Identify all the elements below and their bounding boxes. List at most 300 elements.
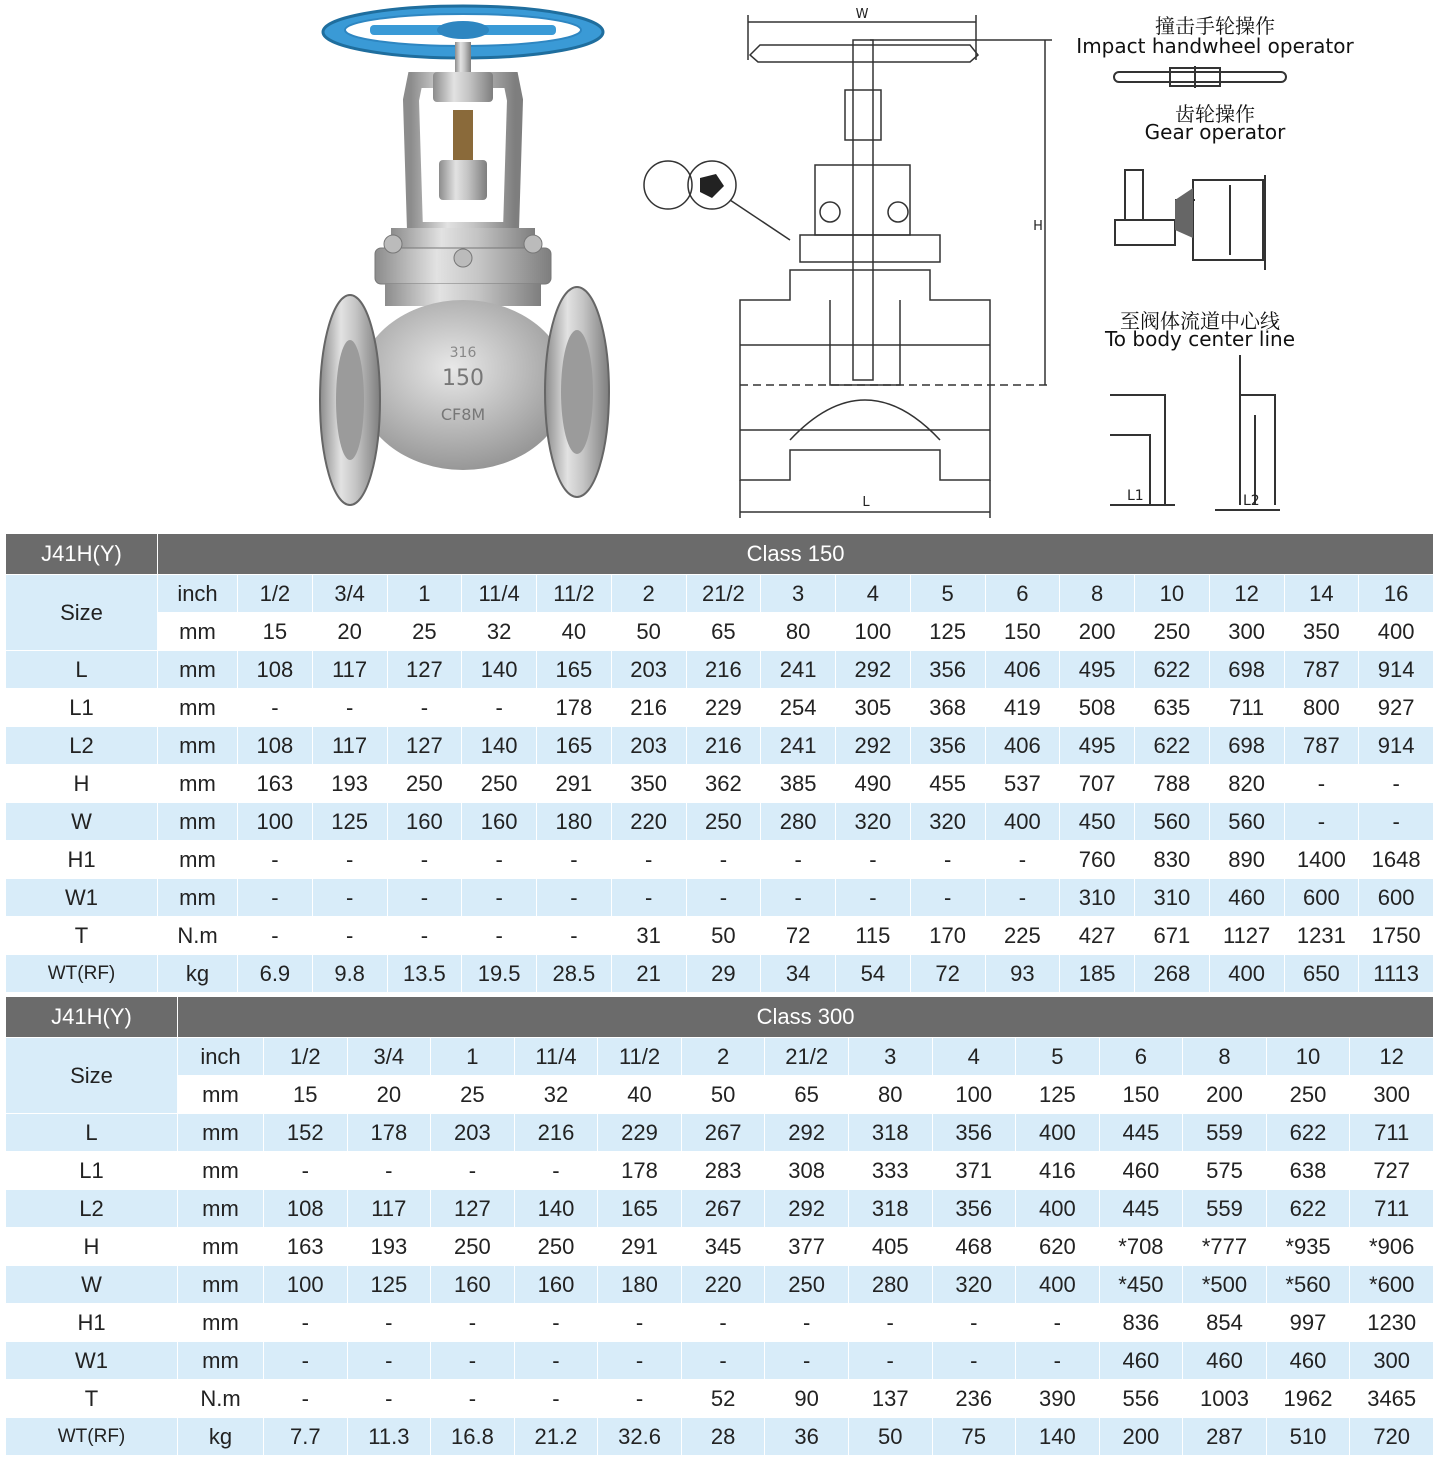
- table-cell: 287: [1183, 1418, 1267, 1456]
- table-cell: 140: [462, 727, 537, 765]
- table-cell: 267: [681, 1114, 765, 1152]
- table-header-row: [6, 997, 1434, 1038]
- table-cell: 11/2: [598, 1038, 682, 1076]
- table-cell: -: [537, 879, 612, 917]
- gear-operator-label-en: Gear operator: [1144, 120, 1286, 144]
- table-cell: 1127: [1209, 917, 1284, 955]
- table-cell: -: [264, 1304, 348, 1342]
- svg-text:316: 316: [449, 345, 477, 361]
- table-cell: -: [238, 917, 313, 955]
- size-label: Size: [6, 1038, 178, 1114]
- table-cell: 927: [1359, 689, 1434, 727]
- row-label: L2: [6, 727, 158, 765]
- table-cell: 11.3: [347, 1418, 431, 1456]
- table-row: [6, 613, 1434, 651]
- unit-label: mm: [178, 1114, 264, 1152]
- table-cell: 90: [765, 1380, 849, 1418]
- unit-label: kg: [158, 955, 238, 993]
- table-cell: 93: [985, 955, 1060, 993]
- table-cell: 32.6: [598, 1418, 682, 1456]
- unit-label: mm: [158, 613, 238, 651]
- table-row: [6, 1152, 1434, 1190]
- table-cell: 160: [387, 803, 462, 841]
- table-cell: 300: [1209, 613, 1284, 651]
- table-cell: *906: [1350, 1228, 1434, 1266]
- table-cell: 4: [932, 1038, 1016, 1076]
- table-cell: 140: [462, 651, 537, 689]
- table-cell: 178: [598, 1152, 682, 1190]
- table-cell: 711: [1350, 1190, 1434, 1228]
- l1-label: L1: [1127, 488, 1144, 504]
- table-cell: 165: [537, 727, 612, 765]
- table-cell: 3/4: [312, 575, 387, 613]
- table-cell: -: [431, 1304, 515, 1342]
- table-cell: -: [1284, 765, 1359, 803]
- table-cell: 10: [1135, 575, 1210, 613]
- table-cell: 318: [848, 1114, 932, 1152]
- table-cell: 50: [686, 917, 761, 955]
- impact-handwheel-icon: [1110, 64, 1290, 90]
- unit-label: mm: [178, 1304, 264, 1342]
- table-cell: 1231: [1284, 917, 1359, 955]
- table-cell: 283: [681, 1152, 765, 1190]
- table-cell: 50: [848, 1418, 932, 1456]
- table-cell: -: [387, 879, 462, 917]
- table-cell: 11/2: [537, 575, 612, 613]
- table-cell: -: [462, 689, 537, 727]
- header-figures: [0, 0, 1440, 530]
- table-cell: 385: [761, 765, 836, 803]
- table-cell: 13.5: [387, 955, 462, 993]
- table-cell: 405: [848, 1228, 932, 1266]
- class-label: Class 150: [158, 534, 1434, 575]
- unit-label: mm: [158, 765, 238, 803]
- table-cell: 216: [514, 1114, 598, 1152]
- table-cell: 3/4: [347, 1038, 431, 1076]
- table-cell: 216: [611, 689, 686, 727]
- table-cell: 292: [765, 1114, 849, 1152]
- class-300-spec-table: [5, 996, 1434, 1456]
- unit-label: mm: [158, 651, 238, 689]
- table-cell: -: [836, 841, 911, 879]
- table-cell: 300: [1350, 1342, 1434, 1380]
- table-cell: 460: [1209, 879, 1284, 917]
- table-cell: 711: [1209, 689, 1284, 727]
- table-cell: -: [598, 1342, 682, 1380]
- table-cell: -: [761, 841, 836, 879]
- table-cell: -: [765, 1304, 849, 1342]
- row-label: L2: [6, 1190, 178, 1228]
- table-cell: 300: [1350, 1076, 1434, 1114]
- table-cell: 165: [598, 1190, 682, 1228]
- table-cell: 15: [264, 1076, 348, 1114]
- table-row: [6, 1304, 1434, 1342]
- table-cell: 160: [431, 1266, 515, 1304]
- table-cell: 250: [387, 765, 462, 803]
- table-cell: 52: [681, 1380, 765, 1418]
- table-cell: 3465: [1350, 1380, 1434, 1418]
- table-row: [6, 1076, 1434, 1114]
- table-cell: 556: [1099, 1380, 1183, 1418]
- table-cell: 125: [1016, 1076, 1100, 1114]
- table-cell: 310: [1060, 879, 1135, 917]
- table-cell: 19.5: [462, 955, 537, 993]
- table-cell: 65: [686, 613, 761, 651]
- table-cell: 241: [761, 727, 836, 765]
- table-cell: -: [387, 689, 462, 727]
- table-cell: 250: [1135, 613, 1210, 651]
- table-cell: 455: [910, 765, 985, 803]
- table-cell: -: [431, 1152, 515, 1190]
- table-cell: 460: [1099, 1342, 1183, 1380]
- table-row: [6, 689, 1434, 727]
- table-cell: -: [765, 1342, 849, 1380]
- table-cell: 140: [514, 1190, 598, 1228]
- table-cell: 117: [312, 727, 387, 765]
- table-cell: 25: [431, 1076, 515, 1114]
- unit-label: mm: [158, 689, 238, 727]
- table-cell: -: [462, 879, 537, 917]
- table-cell: *777: [1183, 1228, 1267, 1266]
- table-cell: 200: [1099, 1418, 1183, 1456]
- table-cell: -: [238, 841, 313, 879]
- table-cell: -: [910, 879, 985, 917]
- table-cell: 635: [1135, 689, 1210, 727]
- table-cell: 1962: [1266, 1380, 1350, 1418]
- table-header-row: [6, 534, 1434, 575]
- table-cell: 1230: [1350, 1304, 1434, 1342]
- table-cell: 1113: [1359, 955, 1434, 993]
- table-cell: 250: [462, 765, 537, 803]
- table-cell: 350: [1284, 613, 1359, 651]
- table-cell: 400: [1016, 1266, 1100, 1304]
- table-cell: *708: [1099, 1228, 1183, 1266]
- row-label: T: [6, 1380, 178, 1418]
- table-cell: 495: [1060, 651, 1135, 689]
- table-cell: -: [985, 879, 1060, 917]
- table-cell: 400: [1016, 1190, 1100, 1228]
- table-cell: 390: [1016, 1380, 1100, 1418]
- table-cell: 36: [765, 1418, 849, 1456]
- table-cell: 21/2: [765, 1038, 849, 1076]
- table-cell: -: [312, 841, 387, 879]
- table-row: [6, 1228, 1434, 1266]
- table-cell: 152: [264, 1114, 348, 1152]
- table-cell: -: [686, 879, 761, 917]
- table-cell: 28.5: [537, 955, 612, 993]
- table-cell: 25: [387, 613, 462, 651]
- table-cell: *600: [1350, 1266, 1434, 1304]
- table-cell: 560: [1135, 803, 1210, 841]
- table-cell: 178: [537, 689, 612, 727]
- table-cell: -: [462, 917, 537, 955]
- table-cell: 100: [932, 1076, 1016, 1114]
- table-cell: 72: [761, 917, 836, 955]
- table-row: [6, 1380, 1434, 1418]
- row-label: L1: [6, 689, 158, 727]
- table-cell: 127: [387, 651, 462, 689]
- table-cell: 508: [1060, 689, 1135, 727]
- table-cell: 32: [462, 613, 537, 651]
- table-cell: 9.8: [312, 955, 387, 993]
- table-cell: 21: [611, 955, 686, 993]
- table-cell: 305: [836, 689, 911, 727]
- table-row: [6, 803, 1434, 841]
- table-cell: -: [238, 689, 313, 727]
- table-cell: -: [514, 1380, 598, 1418]
- table-cell: -: [347, 1380, 431, 1418]
- table-cell: -: [681, 1304, 765, 1342]
- table-cell: -: [611, 879, 686, 917]
- table-cell: -: [985, 841, 1060, 879]
- table-cell: 416: [1016, 1152, 1100, 1190]
- table-row: [6, 1038, 1434, 1076]
- table-cell: 125: [910, 613, 985, 651]
- table-cell: 80: [761, 613, 836, 651]
- table-row: [6, 917, 1434, 955]
- table-cell: 356: [932, 1114, 1016, 1152]
- unit-label: N.m: [158, 917, 238, 955]
- table-cell: -: [836, 879, 911, 917]
- table-cell: 178: [347, 1114, 431, 1152]
- table-cell: 760: [1060, 841, 1135, 879]
- table-row: [6, 575, 1434, 613]
- class-150-spec-table: [5, 533, 1434, 993]
- table-cell: 117: [347, 1190, 431, 1228]
- table-cell: 638: [1266, 1152, 1350, 1190]
- table-cell: -: [910, 841, 985, 879]
- table-cell: 698: [1209, 651, 1284, 689]
- table-row: [6, 1418, 1434, 1456]
- table-cell: 510: [1266, 1418, 1350, 1456]
- table-cell: -: [761, 879, 836, 917]
- table-cell: 21/2: [686, 575, 761, 613]
- table-cell: 318: [848, 1190, 932, 1228]
- table-cell: 720: [1350, 1418, 1434, 1456]
- table-cell: 650: [1284, 955, 1359, 993]
- table-cell: 163: [264, 1228, 348, 1266]
- table-cell: 345: [681, 1228, 765, 1266]
- table-cell: 250: [686, 803, 761, 841]
- table-cell: 6: [1099, 1038, 1183, 1076]
- table-cell: 320: [932, 1266, 1016, 1304]
- table-cell: -: [848, 1342, 932, 1380]
- table-cell: 31: [611, 917, 686, 955]
- table-cell: 559: [1183, 1190, 1267, 1228]
- table-cell: 575: [1183, 1152, 1267, 1190]
- row-label: L: [6, 1114, 178, 1152]
- table-cell: 560: [1209, 803, 1284, 841]
- table-cell: 250: [431, 1228, 515, 1266]
- table-cell: 127: [387, 727, 462, 765]
- table-cell: 622: [1266, 1190, 1350, 1228]
- table-cell: 400: [1016, 1114, 1100, 1152]
- table-row: [6, 1342, 1434, 1380]
- table-row: [6, 1190, 1434, 1228]
- table-cell: -: [1284, 803, 1359, 841]
- table-cell: 125: [312, 803, 387, 841]
- table-cell: -: [681, 1342, 765, 1380]
- end-connection-sketch: [1095, 355, 1295, 525]
- row-label: W: [6, 1266, 178, 1304]
- table-cell: 788: [1135, 765, 1210, 803]
- table-cell: 180: [598, 1266, 682, 1304]
- table-cell: 193: [312, 765, 387, 803]
- table-cell: 356: [910, 651, 985, 689]
- table-cell: 40: [598, 1076, 682, 1114]
- table-cell: 622: [1135, 727, 1210, 765]
- table-cell: 711: [1350, 1114, 1434, 1152]
- table-cell: 220: [611, 803, 686, 841]
- table-cell: 140: [1016, 1418, 1100, 1456]
- table-cell: 236: [932, 1380, 1016, 1418]
- unit-label: mm: [158, 803, 238, 841]
- table-cell: 371: [932, 1152, 1016, 1190]
- table-cell: 671: [1135, 917, 1210, 955]
- row-label: W1: [6, 879, 158, 917]
- table-cell: 16.8: [431, 1418, 515, 1456]
- table-cell: 460: [1266, 1342, 1350, 1380]
- unit-label: inch: [158, 575, 238, 613]
- table-cell: -: [598, 1304, 682, 1342]
- table-cell: 1400: [1284, 841, 1359, 879]
- table-cell: 600: [1284, 879, 1359, 917]
- table-cell: 150: [985, 613, 1060, 651]
- table-cell: -: [514, 1152, 598, 1190]
- table-cell: 460: [1183, 1342, 1267, 1380]
- table-cell: -: [537, 917, 612, 955]
- table-cell: 460: [1099, 1152, 1183, 1190]
- table-cell: 127: [431, 1190, 515, 1228]
- table-cell: 800: [1284, 689, 1359, 727]
- table-cell: 854: [1183, 1304, 1267, 1342]
- table-cell: 622: [1135, 651, 1210, 689]
- row-label: H1: [6, 1304, 178, 1342]
- table-cell: 21.2: [514, 1418, 598, 1456]
- table-cell: 836: [1099, 1304, 1183, 1342]
- table-row: [6, 727, 1434, 765]
- table-cell: 3: [761, 575, 836, 613]
- l2-label: L2: [1243, 493, 1260, 509]
- table-cell: -: [686, 841, 761, 879]
- table-cell: 292: [836, 727, 911, 765]
- table-cell: 11/4: [462, 575, 537, 613]
- table-cell: 406: [985, 727, 1060, 765]
- table-cell: 495: [1060, 727, 1135, 765]
- table-cell: 250: [765, 1266, 849, 1304]
- table-cell: 50: [611, 613, 686, 651]
- unit-label: mm: [158, 879, 238, 917]
- table-cell: 14: [1284, 575, 1359, 613]
- table-cell: 80: [848, 1076, 932, 1114]
- table-cell: 65: [765, 1076, 849, 1114]
- table-cell: 445: [1099, 1114, 1183, 1152]
- table-cell: 7.7: [264, 1418, 348, 1456]
- table-cell: -: [387, 841, 462, 879]
- table-cell: 40: [537, 613, 612, 651]
- table-cell: 890: [1209, 841, 1284, 879]
- table-cell: 241: [761, 651, 836, 689]
- table-cell: 185: [1060, 955, 1135, 993]
- table-cell: 2: [681, 1038, 765, 1076]
- table-cell: 698: [1209, 727, 1284, 765]
- table-cell: -: [1359, 803, 1434, 841]
- gear-operator-label-cn: 齿轮操作: [1175, 102, 1255, 126]
- table-cell: 100: [264, 1266, 348, 1304]
- table-cell: 180: [537, 803, 612, 841]
- table-row: [6, 1266, 1434, 1304]
- valve-dimension-drawing: [640, 0, 1070, 525]
- row-label: L: [6, 651, 158, 689]
- unit-label: N.m: [178, 1380, 264, 1418]
- body-centerline-label-en: To body center line: [1104, 327, 1296, 351]
- table-cell: 250: [514, 1228, 598, 1266]
- table-cell: *560: [1266, 1266, 1350, 1304]
- table-cell: -: [347, 1342, 431, 1380]
- table-cell: -: [1016, 1342, 1100, 1380]
- table-cell: 406: [985, 651, 1060, 689]
- table-cell: 5: [1016, 1038, 1100, 1076]
- table-cell: 75: [932, 1418, 1016, 1456]
- row-label: T: [6, 917, 158, 955]
- table-cell: -: [537, 841, 612, 879]
- unit-label: mm: [178, 1190, 264, 1228]
- table-cell: 50: [681, 1076, 765, 1114]
- table-cell: 54: [836, 955, 911, 993]
- table-cell: -: [431, 1342, 515, 1380]
- row-label: L1: [6, 1152, 178, 1190]
- class-label: Class 300: [178, 997, 1434, 1038]
- table-cell: 16: [1359, 575, 1434, 613]
- table-cell: 490: [836, 765, 911, 803]
- table-cell: 150: [1099, 1076, 1183, 1114]
- table-cell: 820: [1209, 765, 1284, 803]
- table-cell: 8: [1183, 1038, 1267, 1076]
- table-cell: 445: [1099, 1190, 1183, 1228]
- row-label: WT(RF): [6, 955, 158, 993]
- table-cell: -: [514, 1304, 598, 1342]
- table-cell: -: [264, 1152, 348, 1190]
- table-cell: 100: [836, 613, 911, 651]
- table-cell: 468: [932, 1228, 1016, 1266]
- table-cell: 108: [264, 1190, 348, 1228]
- table-cell: 12: [1350, 1038, 1434, 1076]
- table-cell: 320: [910, 803, 985, 841]
- table-cell: -: [264, 1380, 348, 1418]
- table-cell: -: [387, 917, 462, 955]
- table-cell: 377: [765, 1228, 849, 1266]
- table-cell: 450: [1060, 803, 1135, 841]
- table-cell: 1003: [1183, 1380, 1267, 1418]
- table-cell: 368: [910, 689, 985, 727]
- table-cell: 3: [848, 1038, 932, 1076]
- table-cell: *500: [1183, 1266, 1267, 1304]
- table-cell: 15: [238, 613, 313, 651]
- table-cell: 292: [836, 651, 911, 689]
- table-cell: -: [514, 1342, 598, 1380]
- table-cell: 32: [514, 1076, 598, 1114]
- table-cell: 165: [537, 651, 612, 689]
- table-cell: 200: [1060, 613, 1135, 651]
- table-cell: 787: [1284, 651, 1359, 689]
- table-cell: -: [611, 841, 686, 879]
- table-cell: 350: [611, 765, 686, 803]
- table-cell: 291: [537, 765, 612, 803]
- table-cell: 203: [431, 1114, 515, 1152]
- table-cell: 333: [848, 1152, 932, 1190]
- table-cell: 914: [1359, 727, 1434, 765]
- table-cell: 8: [1060, 575, 1135, 613]
